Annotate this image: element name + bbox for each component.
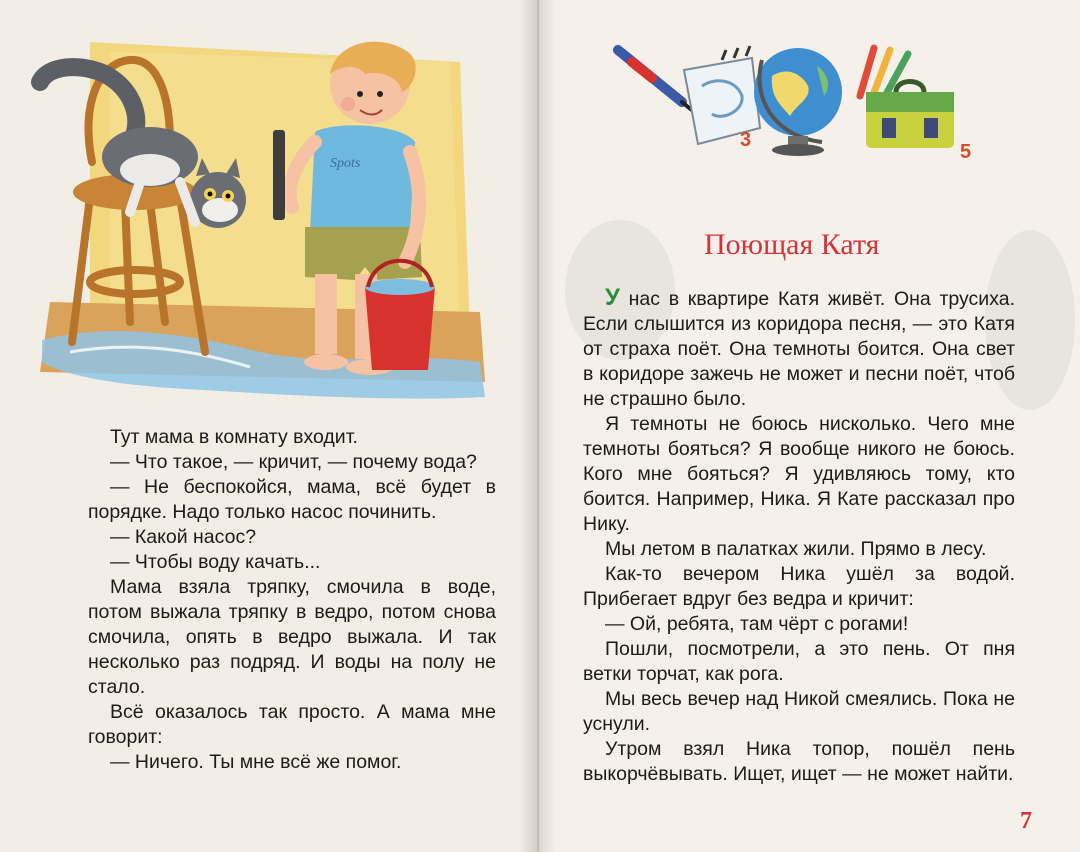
paragraph: — Чтобы воду качать... [110,551,321,573]
globe-icon [754,48,842,156]
paragraph: Мы весь вечер над Никой смеялись. Пока не уснули. [583,688,1015,735]
briefcase-icon [866,82,954,149]
paragraph: Мы летом в палатках жили. Прямо в лесу. [605,538,987,560]
paragraph: Пошли, посмотрели, а это пень. От пня ветки торчат, как рога. [583,638,1015,685]
chapter-title: Поющая Катя [704,228,880,261]
paragraph: Как-то вечером Ника ушёл за водой. Прибегает вдруг без ведра и кричит: [583,563,1015,610]
first-paragraph-text: нас в квартире Катя живёт. Она трусиха. Если слышится из коридора песня, — это Катя от страха поёт. Она темноты боится. Она свет в коридоре зажечь не может и песни поёт, чтоб не страшно было. [583,288,1015,410]
right-page-text [583,285,1015,787]
pencils-icon [860,48,908,98]
paragraph: Мама взяла тряпку, смочила в воде, потом выжала тряпку в ведро, потом снова смочила, опять в ведро выжала. И так несколько раз подряд. И воды на полу не стало. [88,576,496,698]
paragraph: — Что такое, — кричит, — почему вода? [110,451,477,473]
paragraph: — Ничего. Ты мне всё же помог. [110,751,402,773]
paragraph: — Ой, ребята, там чёрт с рогами! [605,613,909,635]
paragraph: Утром взял Ника топор, пошёл пень выкорчёвывать. Ищет, ищет — не может найти. [583,738,1015,785]
boy-cat-illustration [30,22,490,402]
paragraph: — Не беспокойся, мама, всё будет в порядке. Надо только насос починить. [88,476,496,523]
book-gutter [520,0,556,852]
paragraph: Я темноты не боюсь нисколько. Чего мне темноты бояться? Я вообще никого не боюсь. Кого мне бояться? Я удивляюсь тому, кто боится. Например, Ника. Я Кате рассказал про Нику. [583,413,1015,535]
school-supplies-illustration [612,36,992,162]
first-paragraph [583,285,1015,412]
dropcap-letter: У [605,284,620,311]
shirt-text: Spots [330,156,361,171]
digit-five: 5 [960,141,972,162]
page-number: 7 [1020,808,1032,834]
pen-icon [618,50,694,112]
left-page-text [88,425,496,775]
paragraph: Всё оказалось так просто. А мама мне говорит: [88,701,496,748]
paragraph: — Какой насос? [110,526,257,548]
digit-three: 3 [740,129,752,151]
paragraph: Тут мама в комнату входит. [110,426,358,448]
